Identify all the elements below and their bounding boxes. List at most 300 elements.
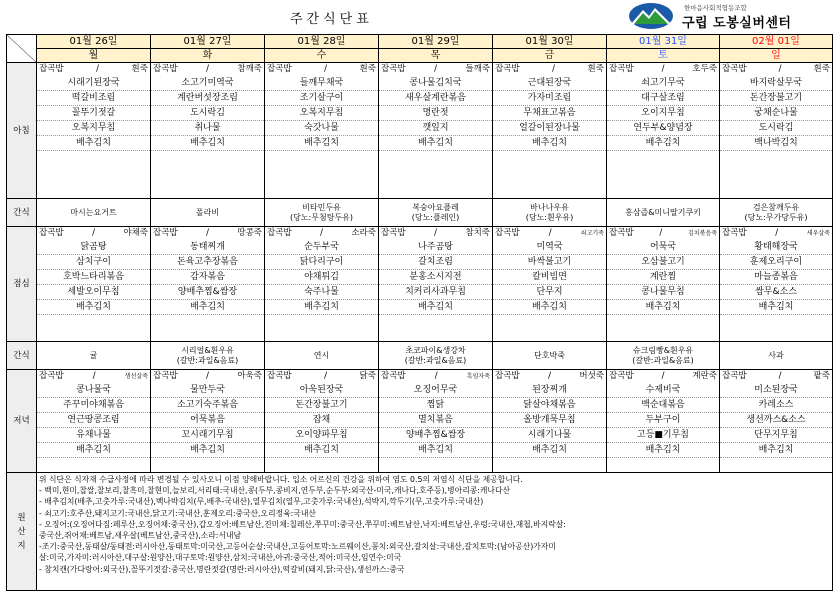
porridge-label: 흰죽 (587, 64, 604, 74)
menu-item: 쇠고기무국 (607, 76, 719, 91)
rice-porridge-line (607, 370, 719, 383)
menu-item: 수제비국 (607, 383, 719, 398)
empty-line (493, 151, 606, 165)
breakfast-cell (151, 63, 265, 199)
menu-item: 돈간장불고기 (720, 91, 832, 106)
day-date: 01월 28일 (265, 35, 378, 49)
rice-label: 잡곡밥 (722, 371, 747, 381)
porridge-label: 땅콩죽 (237, 228, 262, 238)
origin-line: - 백미,현미,찹쌀,찰보리,찰흑미,찰현미,늘보리,서리태:국내산,콩(두부,콩비지,연두부,순두부:외국산-미국,캐나다,호주등),병아리콩:캐나다산 (39, 486, 511, 496)
menu-item: 콩나물김치국 (379, 76, 492, 91)
menu-item: 오징어무국 (379, 383, 492, 398)
menu-item: 도시락김 (151, 106, 264, 121)
separator: / (206, 371, 209, 381)
breakfast-cell (493, 63, 607, 199)
menu-item: 황태해장국 (720, 240, 832, 255)
snack1-cell (151, 199, 265, 227)
porridge-label: 야채죽 (123, 228, 148, 238)
menu-item: 시래기된장국 (37, 76, 150, 91)
rice-porridge-line (265, 227, 378, 240)
snack-item: 검은참깨두유 (752, 202, 800, 212)
porridge-label: 흑임자죽 (466, 373, 490, 380)
snack-item: (갈반:과일&음료) (176, 355, 239, 365)
snack1-cell (379, 199, 493, 227)
empty-line (720, 315, 832, 329)
origin-line: -조기:중국산,동태살/동태전:러시아산,동태토막:미국산,고등어순살:국내산,고등어토막:노르웨이산,꽁치:외국산,갈치살:국내산,갈치토막:(남아공산)가자미 (39, 542, 556, 552)
snack-item: 초코파이&생강차 (405, 345, 466, 355)
menu-item: 새우살계란볶음 (379, 91, 492, 106)
empty-line (265, 458, 378, 472)
rice-label: 잡곡밥 (267, 64, 292, 74)
menu-item: 조기살구이 (265, 91, 378, 106)
menu-item: 단무지 (493, 285, 606, 300)
day-header (379, 35, 493, 63)
menu-item: 배추김치 (493, 136, 606, 151)
menu-item: 도시락김 (720, 121, 832, 136)
menu-item: 분홍소시지전 (379, 270, 492, 285)
snack1-row (7, 199, 833, 227)
menu-item: 궁채순나물 (720, 106, 832, 121)
porridge-label: 닭죽 (359, 371, 376, 381)
menu-item: 배추김치 (151, 443, 264, 458)
menu-item: 배추김치 (607, 136, 719, 151)
porridge-label: 호두죽 (692, 64, 717, 74)
day-weekday: 월 (88, 50, 99, 61)
menu-item: 감자볶음 (151, 270, 264, 285)
menu-item: 꼬시래기무침 (151, 428, 264, 443)
separator: / (778, 64, 782, 74)
menu-item: 소고기숙주볶음 (151, 398, 264, 413)
origin-label-char: 지 (17, 540, 26, 551)
separator: / (778, 371, 782, 381)
separator: / (661, 64, 665, 74)
origin-line: - 쇠고기:호주산,돼지고기:국내산,닭고기:국내산,훈제오리:중국산,오리정육:국내산 (39, 508, 316, 518)
breakfast-cell (37, 63, 151, 199)
dinner-cell (265, 370, 379, 473)
menu-item: 쌈무&소스 (720, 285, 832, 300)
separator: / (96, 64, 100, 74)
menu-item: 유채나물 (37, 428, 150, 443)
snack1-cell (265, 199, 379, 227)
menu-item: 가자미조림 (493, 91, 606, 106)
rice-porridge-line (607, 227, 719, 240)
menu-item: 닭살야채볶음 (493, 398, 606, 413)
dinner-label: 저녁 (7, 370, 37, 473)
snack-item: 마시는요거트 (70, 207, 117, 217)
breakfast-label: 아침 (7, 63, 37, 199)
separator: / (434, 228, 437, 238)
empty-line (607, 315, 719, 329)
menu-item: 연근땅콩조림 (37, 413, 150, 428)
porridge-label: 참깨죽 (237, 64, 262, 74)
rice-porridge-line (379, 370, 492, 383)
rice-porridge-line (720, 370, 832, 383)
separator: / (320, 228, 323, 238)
rice-label: 잡곡밥 (39, 371, 64, 381)
origin-line: 중국산,쥐어채:베트남,새우살(베트남산,중국산),소라:서내남 (39, 531, 242, 541)
menu-item: 칼비빔면 (493, 270, 606, 285)
porridge-label: 팥죽 (813, 371, 830, 381)
menu-item: 훈제오리구이 (720, 255, 832, 270)
porridge-label: 흰죽 (813, 64, 830, 74)
snack1-cell (493, 199, 607, 227)
day-date: 01월 31일 (607, 35, 719, 49)
snack-item: (당노:흰우유) (525, 212, 574, 222)
snack-item: 홍삼즙&미니딸기쿠키 (625, 207, 701, 217)
origin-line: 위 식단은 식자재 수급사정에 따라 변경될 수 있사오니 이점 양해바랍니다. 입소 어르신의 건강을 위하여 염도 0.5의 저염식 식단을 제공합니다. (39, 475, 523, 484)
dinner-cell (151, 370, 265, 473)
rice-porridge-line (493, 227, 606, 240)
day-weekday: 금 (544, 50, 555, 61)
snack-item: 귤 (89, 350, 98, 360)
menu-item: 배추김치 (151, 300, 264, 315)
menu-item: 물만두국 (151, 383, 264, 398)
rice-label: 잡곡밥 (609, 371, 634, 381)
menu-item: 양배추찜&쌈장 (151, 285, 264, 300)
snack-item: 복숭아요플레 (412, 202, 459, 212)
empty-line (720, 458, 832, 472)
rice-label: 잡곡밥 (495, 228, 520, 238)
snack-item: (갈반:과일&음료) (404, 355, 467, 365)
porridge-label: 아욱죽 (237, 371, 262, 381)
empty-line (379, 315, 492, 329)
origin-label-char: 원 (17, 512, 26, 523)
snack1-cell (720, 199, 833, 227)
menu-item: 카레소스 (720, 398, 832, 413)
empty-line (265, 315, 378, 329)
day-weekday: 화 (202, 50, 213, 61)
menu-item: 배추김치 (493, 300, 606, 315)
menu-item: 배추김치 (607, 300, 719, 315)
menu-item: 콩나물국 (37, 383, 150, 398)
rice-label: 잡곡밥 (495, 64, 520, 74)
lunch-cell (379, 227, 493, 342)
snack-item: (당노:무가당두유) (744, 212, 808, 222)
rice-porridge-line (265, 63, 378, 76)
menu-item: 야채튀김 (265, 270, 378, 285)
empty-line (37, 315, 150, 329)
lunch-cell (607, 227, 720, 342)
rice-label: 잡곡밥 (153, 371, 178, 381)
day-date: 02월 01일 (720, 35, 832, 49)
empty-line (607, 151, 719, 165)
menu-item: 배추김치 (265, 300, 378, 315)
menu-item: 깻잎지 (379, 121, 492, 136)
day-header (37, 35, 151, 63)
menu-item: 취나물 (151, 121, 264, 136)
day-weekday: 일 (771, 50, 781, 61)
menu-item: 배추김치 (379, 300, 492, 315)
origin-label-char: 산 (17, 526, 26, 537)
empty-line (720, 151, 832, 165)
origin-label (7, 473, 37, 591)
porridge-label: 흰죽 (359, 64, 376, 74)
breakfast-cell (720, 63, 833, 199)
menu-item: 배추김치 (151, 136, 264, 151)
rice-label: 잡곡밥 (267, 228, 292, 238)
rice-label: 잡곡밥 (153, 228, 178, 238)
snack2-row (7, 342, 833, 370)
empty-line (37, 151, 150, 165)
menu-item: 바싹불고기 (493, 255, 606, 270)
menu-item: 대구살조림 (607, 91, 719, 106)
day-date: 01월 26일 (37, 35, 150, 49)
rice-label: 잡곡밥 (381, 228, 406, 238)
menu-item: 찜닭 (379, 398, 492, 413)
rice-label: 잡곡밥 (381, 371, 406, 381)
empty-line (37, 458, 150, 472)
snack2-label: 간식 (7, 342, 37, 370)
snack2-cell (151, 342, 265, 370)
empty-line (151, 315, 264, 329)
rice-porridge-line (493, 370, 606, 383)
separator: / (659, 228, 663, 238)
dinner-cell (493, 370, 607, 473)
breakfast-cell (379, 63, 493, 199)
page-title: 주간식단표 (290, 12, 373, 27)
menu-item: 돈육고추장볶음 (151, 255, 264, 270)
menu-item: 아욱된장국 (265, 383, 378, 398)
org-subtitle: 한마음사회적협동조합 (684, 4, 747, 12)
menu-item: 배추김치 (720, 443, 832, 458)
dinner-cell (379, 370, 493, 473)
snack-item: 폴라비 (195, 207, 220, 217)
rice-porridge-line (720, 227, 832, 240)
menu-item: 시래기나물 (493, 428, 606, 443)
separator: / (661, 371, 665, 381)
menu-item: 동태찌개 (151, 240, 264, 255)
separator: / (206, 228, 209, 238)
menu-item: 떡갈비조림 (37, 91, 150, 106)
snack1-cell (607, 199, 720, 227)
rice-porridge-line (151, 227, 264, 240)
empty-line (607, 458, 719, 472)
snack-item: 연시 (313, 350, 330, 360)
snack1-label: 간식 (7, 199, 37, 227)
menu-item: 배추김치 (379, 443, 492, 458)
menu-item: 무채표고볶음 (493, 106, 606, 121)
menu-item: 어묵볶음 (151, 413, 264, 428)
origin-line: - 오징어:(오징어다짐:페루산,오징어채:중국산),갑오징어:베트남산,진미채:칠레산,쭈꾸미:중국산,쭈꾸미:베트남산,낙지:베트남산,우렁:국내산,재첩,바지락살: (39, 519, 566, 529)
day-date: 01월 30일 (493, 35, 606, 49)
menu-item: 된장찌개 (493, 383, 606, 398)
lunch-row (7, 227, 833, 342)
lunch-label: 점심 (7, 227, 37, 342)
menu-item: 오이양파무침 (265, 428, 378, 443)
snack-item: 비타민두유 (302, 202, 341, 212)
snack2-cell (37, 342, 151, 370)
separator: / (324, 371, 328, 381)
porridge-label: 소라죽 (351, 228, 376, 238)
menu-item: 오복지무침 (265, 106, 378, 121)
menu-item: 호박느타리볶음 (37, 270, 150, 285)
menu-item: 갈치조림 (379, 255, 492, 270)
menu-item: 배추김치 (607, 443, 719, 458)
menu-item: 올방개묵무침 (493, 413, 606, 428)
porridge-label: 김치볶음죽 (688, 230, 717, 237)
rice-label: 잡곡밥 (153, 64, 178, 74)
menu-item: 연두부&양념장 (607, 121, 719, 136)
empty-line (379, 151, 492, 165)
menu-item: 숙주나물 (265, 285, 378, 300)
menu-item: 미역국 (493, 240, 606, 255)
empty-line (151, 151, 264, 165)
porridge-label: 흰죽 (131, 64, 148, 74)
rice-porridge-line (37, 63, 150, 76)
separator: / (548, 228, 552, 238)
menu-item: 근대된장국 (493, 76, 606, 91)
day-date: 01월 29일 (379, 35, 492, 49)
snack-item: 사과 (768, 350, 784, 360)
day-header-row (7, 35, 833, 63)
menu-item: 순두부국 (265, 240, 378, 255)
menu-item: 명란젓 (379, 106, 492, 121)
menu-item: 배추김치 (493, 443, 606, 458)
separator: / (434, 64, 437, 74)
menu-item: 단무지무침 (720, 428, 832, 443)
empty-line (265, 151, 378, 165)
menu-item: 배추김치 (37, 443, 150, 458)
dinner-cell (37, 370, 151, 473)
lunch-cell (720, 227, 833, 342)
menu-item: 바지락살무국 (720, 76, 832, 91)
origin-line: - 배추김치(배추,고춧가루:국내산),백나박김치(무,배추-국내산),열무김치(열무,고춧가루:국내산),석박지,깍두기(무,고춧가루:국내산) (39, 497, 484, 507)
snack-item: 단호박죽 (534, 350, 565, 360)
snack-item: (갈반:과일&음료) (632, 355, 694, 365)
menu-item: 오삼불고기 (607, 255, 719, 270)
separator: / (92, 228, 95, 238)
rice-porridge-line (265, 370, 378, 383)
separator: / (775, 228, 779, 238)
separator: / (434, 371, 438, 381)
menu-item: 잡채 (265, 413, 378, 428)
separator: / (552, 64, 556, 74)
menu-item: 배추김치 (265, 443, 378, 458)
separator: / (548, 371, 551, 381)
snack-item: (당노:플레인) (411, 212, 460, 222)
org-name: 구립 도봉실버센터 (682, 16, 792, 31)
menu-item: 배추김치 (37, 300, 150, 315)
empty-line (493, 315, 606, 329)
menu-item: 콩나물무침 (607, 285, 719, 300)
menu-item: 마늘종볶음 (720, 270, 832, 285)
rice-porridge-line (379, 63, 492, 76)
snack-item: 바나나우유 (530, 202, 569, 212)
rice-label: 잡곡밥 (609, 64, 634, 74)
lunch-cell (151, 227, 265, 342)
origin-line: 살:미국,가자미:러시아산,대구살:원양산,대구토막:원양산,삼치:국내산,아귀:중국산,적어:미국산,임연수:미국 (39, 553, 402, 563)
menu-item: 주꾸미야채볶음 (37, 398, 150, 413)
porridge-label: 새우살죽 (806, 230, 830, 237)
weekly-menu-table (6, 34, 833, 591)
menu-item: 소고기미역국 (151, 76, 264, 91)
snack2-cell (607, 342, 720, 370)
menu-item: 배추김치 (720, 300, 832, 315)
day-header (720, 35, 833, 63)
rice-label: 잡곡밥 (722, 64, 747, 74)
day-weekday: 목 (430, 50, 441, 61)
menu-item: 들깨무채국 (265, 76, 378, 91)
snack-item: 시리얼&흰우유 (181, 345, 234, 355)
snack2-cell (720, 342, 833, 370)
origin-info (37, 473, 833, 591)
origin-row (7, 473, 833, 591)
menu-item: 오복지무침 (37, 121, 150, 136)
dinner-cell (607, 370, 720, 473)
org-logo (628, 1, 828, 31)
rice-porridge-line (379, 227, 492, 240)
lunch-cell (37, 227, 151, 342)
menu-item: 백나박김치 (720, 136, 832, 151)
day-weekday: 수 (316, 50, 327, 61)
empty-line (379, 458, 492, 472)
dinner-row (7, 370, 833, 473)
breakfast-cell (607, 63, 720, 199)
menu-item: 돈간장불고기 (265, 398, 378, 413)
day-date: 01월 27일 (151, 35, 264, 49)
menu-item: 배추김치 (265, 136, 378, 151)
rice-porridge-line (720, 63, 832, 76)
rice-porridge-line (151, 63, 264, 76)
day-header (265, 35, 379, 63)
lunch-cell (265, 227, 379, 342)
menu-item: 멸치볶음 (379, 413, 492, 428)
rice-label: 잡곡밥 (39, 228, 64, 238)
menu-item: 오이지무침 (607, 106, 719, 121)
snack2-cell (265, 342, 379, 370)
menu-item: 나주곰탕 (379, 240, 492, 255)
rice-label: 잡곡밥 (495, 371, 520, 381)
day-header (151, 35, 265, 63)
day-weekday: 토 (658, 50, 668, 61)
menu-item: 양배추찜&쌈장 (379, 428, 492, 443)
snack2-cell (493, 342, 607, 370)
day-header (607, 35, 720, 63)
porridge-label: 참치죽 (465, 228, 490, 238)
rice-porridge-line (493, 63, 606, 76)
menu-item: 배추김치 (379, 136, 492, 151)
menu-item: 미소된장국 (720, 383, 832, 398)
snack-item: 슈크림빵&흰우유 (632, 345, 694, 355)
rice-porridge-line (607, 63, 719, 76)
separator: / (206, 64, 209, 74)
menu-item: 고등■기무침 (607, 428, 719, 443)
porridge-label: 생선살죽 (124, 373, 148, 380)
lunch-cell (493, 227, 607, 342)
rice-label: 잡곡밥 (722, 228, 747, 238)
separator: / (324, 64, 328, 74)
corner-cell (7, 35, 37, 63)
separator: / (92, 371, 96, 381)
menu-item: 세발오이무침 (37, 285, 150, 300)
dinner-cell (720, 370, 833, 473)
snack1-cell (37, 199, 151, 227)
rice-porridge-line (37, 227, 150, 240)
porridge-label: 버섯죽 (579, 371, 604, 381)
origin-line: - 참치캔(가다랑어:외국산),꼴뚜기젓갈:중국산,명란젓갈(명란:러시아산),떡갈비(돼지,닭:국산),생선까스:중국 (39, 564, 405, 574)
snack-item: (당노:무첨탕두유) (289, 212, 354, 222)
menu-item: 닭다리구이 (265, 255, 378, 270)
mountain-logo-icon (628, 2, 674, 29)
menu-item: 백순대볶음 (607, 398, 719, 413)
menu-item: 숙갓나물 (265, 121, 378, 136)
snack2-cell (379, 342, 493, 370)
day-header (493, 35, 607, 63)
rice-label: 잡곡밥 (609, 228, 634, 238)
menu-item: 치커리사과무침 (379, 285, 492, 300)
empty-line (493, 458, 606, 472)
menu-item: 닭곰탕 (37, 240, 150, 255)
